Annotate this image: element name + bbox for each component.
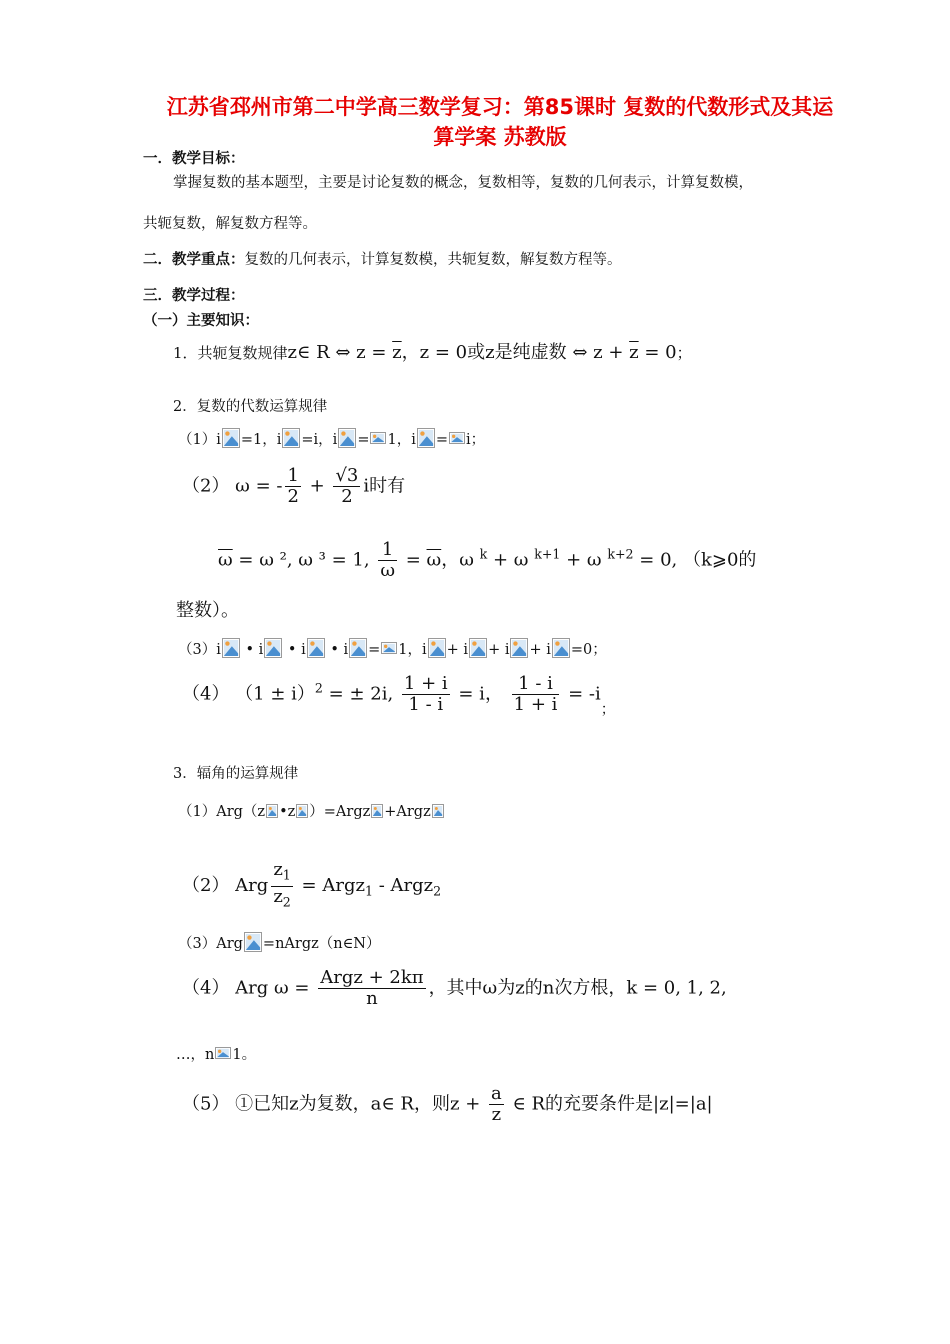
- broken-image-icon: [266, 804, 278, 818]
- r4-prefix: （4） （1 ± i）: [182, 683, 315, 705]
- i3r1-plus: +Argz: [384, 804, 431, 820]
- r2b-t5: + ω: [560, 549, 608, 571]
- i3r5-t: ∈ R的充要条件是|z|=|a|: [506, 1093, 713, 1115]
- r1-d: 1，i: [387, 432, 416, 448]
- r3-end: =0；: [570, 642, 607, 658]
- item-2-row-2b: [218, 540, 756, 581]
- item-1-zbar-2: $\overline{z}$: [629, 342, 639, 363]
- r2b-t1: = ω ², ω ³ = 1,: [232, 549, 376, 571]
- item-2-row-2c: 整数）。: [176, 600, 239, 621]
- r3-pl3: + i: [529, 642, 551, 658]
- i3r2-n: z: [273, 859, 283, 880]
- r1-f: i；: [466, 432, 486, 448]
- r2b-k: k: [479, 546, 488, 562]
- item-2-row-2: [182, 466, 405, 507]
- broken-image-icon: [338, 428, 356, 448]
- i3r1-prefix: （1）Arg（z: [178, 804, 266, 820]
- r3-dot2: •: [283, 642, 302, 658]
- r4-square: 2: [314, 680, 323, 696]
- item-1-conjugate-rule: [173, 338, 692, 364]
- fraction-sqrt3-half: $\frac{√3}{2}$: [335, 465, 359, 507]
- broken-image-icon: [370, 432, 386, 444]
- fraction-arg-over-n: $\frac{\text{Argz + 2kπ}}{n}$: [320, 967, 424, 1009]
- i3r2-m: - Argz: [372, 875, 434, 897]
- fraction-one-over-omega: $\frac{1}{\omega}$: [380, 539, 395, 581]
- r3-dot: •: [240, 642, 259, 658]
- section-heading-key-points: 二．教学重点：: [143, 252, 245, 268]
- r2b-t2: =: [400, 549, 427, 571]
- r3-pl1: + i: [446, 642, 469, 658]
- r1-a: =1，i: [240, 432, 282, 448]
- r4-t2: = i，: [452, 683, 509, 705]
- i3r4-prefix: （4） Arg ω =: [182, 977, 316, 999]
- item-3-row-1: [178, 800, 445, 821]
- broken-image-icon: [264, 638, 282, 658]
- broken-image-icon: [296, 804, 308, 818]
- r3-dot3: •: [325, 642, 344, 658]
- item-3-label: 3．辐角的运算规律: [173, 766, 299, 782]
- r1-b: =i，i: [301, 432, 338, 448]
- broken-image-icon: [510, 638, 528, 658]
- fraction-a-over-z: $\frac{a}{z}$: [491, 1083, 502, 1125]
- item-1-label: 1．共轭复数规律: [173, 344, 288, 362]
- broken-image-icon: [432, 804, 444, 818]
- broken-image-icon: [222, 428, 240, 448]
- omega-bar-2: $\overline{\omega}$: [426, 549, 442, 571]
- item-1-formula-a: z∈ R ⇔ z =: [287, 342, 393, 363]
- r2-end: i时有: [363, 475, 406, 497]
- r2b-k1: k+1: [534, 546, 561, 562]
- r2b-t6: = 0, （k⩾0的: [633, 549, 757, 571]
- broken-image-icon: [282, 428, 300, 448]
- broken-image-icon: [552, 638, 570, 658]
- i3r5-prefix: （5） ①已知z为复数，a∈ R，则z +: [182, 1093, 486, 1115]
- i3r4-cont: …，n: [176, 1047, 215, 1063]
- r2b-k2: k+2: [607, 546, 634, 562]
- i3r2-ds: 2: [282, 894, 291, 910]
- key-points-text: 复数的几何表示，计算复数模，共轭复数，解复数方程等。: [244, 252, 622, 268]
- r2b-t3: ，ω: [441, 549, 480, 571]
- fraction-z1-over-z2: [271, 860, 293, 912]
- title-line-2: 算学案 苏教版: [433, 125, 567, 149]
- subsection-heading-knowledge: （一）主要知识：: [143, 313, 259, 329]
- r2-plus: +: [303, 475, 331, 497]
- broken-image-icon: [449, 432, 465, 444]
- item-1-end: ；: [676, 344, 692, 362]
- r1-e: =: [435, 432, 449, 448]
- i3r1-mid: ）=Argz: [309, 804, 371, 820]
- broken-image-icon: [371, 804, 383, 818]
- r4-t3: = -i: [562, 683, 601, 705]
- broken-image-icon: [381, 642, 397, 654]
- broken-image-icon: [469, 638, 487, 658]
- i3r2-d: z: [273, 885, 283, 907]
- item-1-zbar: $\overline{z}$: [392, 342, 402, 363]
- broken-image-icon: [349, 638, 367, 658]
- i3r2-s2: 2: [433, 883, 442, 899]
- r1-prefix: （1）i: [178, 432, 221, 448]
- fraction-1pi-over-1mi: $\frac{1 + i}{1 - i}$: [403, 673, 448, 715]
- item-2-label: 2．复数的代数运算规律: [173, 399, 328, 415]
- section-heading-process: 三．教学过程：: [143, 288, 245, 304]
- r4-end: ；: [600, 701, 616, 718]
- item-2-row-4: [182, 673, 616, 718]
- i3r2-prefix: （2） Arg: [182, 875, 269, 897]
- r4-t1: = ± 2i,: [322, 683, 399, 705]
- broken-image-icon: [215, 1047, 231, 1059]
- broken-image-icon: [244, 932, 262, 952]
- broken-image-icon: [428, 638, 446, 658]
- key-points-line: [143, 248, 622, 269]
- item-3-row-4-cont: [176, 1043, 256, 1064]
- i3r4-end: 1。: [232, 1047, 257, 1063]
- r2b-t4: + ω: [487, 549, 535, 571]
- objectives-text-2: 共轭复数，解复数方程等。: [143, 216, 317, 232]
- r3-pl2: + i: [488, 642, 510, 658]
- document-title: [100, 92, 900, 152]
- i3r2-ns: 1: [282, 867, 291, 883]
- omega-bar: $\overline{\omega}$: [218, 549, 233, 571]
- fraction-1mi-over-1pi: $\frac{1 - i}{1 + i}$: [513, 673, 558, 715]
- item-2-row-3: （3）i • i • i • i = 1，i + i + i + i =0；: [178, 638, 607, 659]
- title-line-1: 江苏省邳州市第二中学高三数学复习：第85课时 复数的代数形式及其运: [166, 95, 834, 119]
- i3r3-prefix: （3）Arg: [178, 936, 243, 952]
- item-1-formula-c: = 0: [638, 342, 677, 363]
- r3-eq: =: [368, 642, 381, 658]
- item-2-row-1: [178, 428, 485, 449]
- broken-image-icon: [307, 638, 325, 658]
- i3r3-t: =nArgz（n∈N）: [262, 936, 381, 952]
- i3r1-dot: •z: [279, 804, 296, 820]
- i3r2-t: = Argz: [295, 875, 365, 897]
- item-3-row-2: [182, 860, 441, 912]
- fraction-half: $\frac{1}{2}$: [287, 465, 299, 507]
- item-3-row-5: [182, 1084, 713, 1125]
- i3r2-s1: 1: [364, 883, 373, 899]
- i3r4-t: ，其中ω为z的n次方根，k = 0, 1, 2,: [428, 977, 727, 999]
- objectives-text-1: 掌握复数的基本题型，主要是讨论复数的概念，复数相等，复数的几何表示，计算复数模，: [173, 175, 753, 191]
- item-1-formula-b: ，z = 0或z是纯虚数 ⇔ z +: [401, 342, 630, 363]
- broken-image-icon: [222, 638, 240, 658]
- r3-prefix: （3）i: [178, 642, 221, 658]
- r3-v1: 1，i: [398, 642, 427, 658]
- item-3-row-4: [182, 968, 727, 1009]
- r2-prefix: （2） ω = -: [182, 475, 283, 497]
- r1-c: =: [357, 432, 370, 448]
- item-3-row-3: [178, 932, 381, 953]
- section-heading-objectives: 一．教学目标：: [143, 151, 245, 167]
- broken-image-icon: [417, 428, 435, 448]
